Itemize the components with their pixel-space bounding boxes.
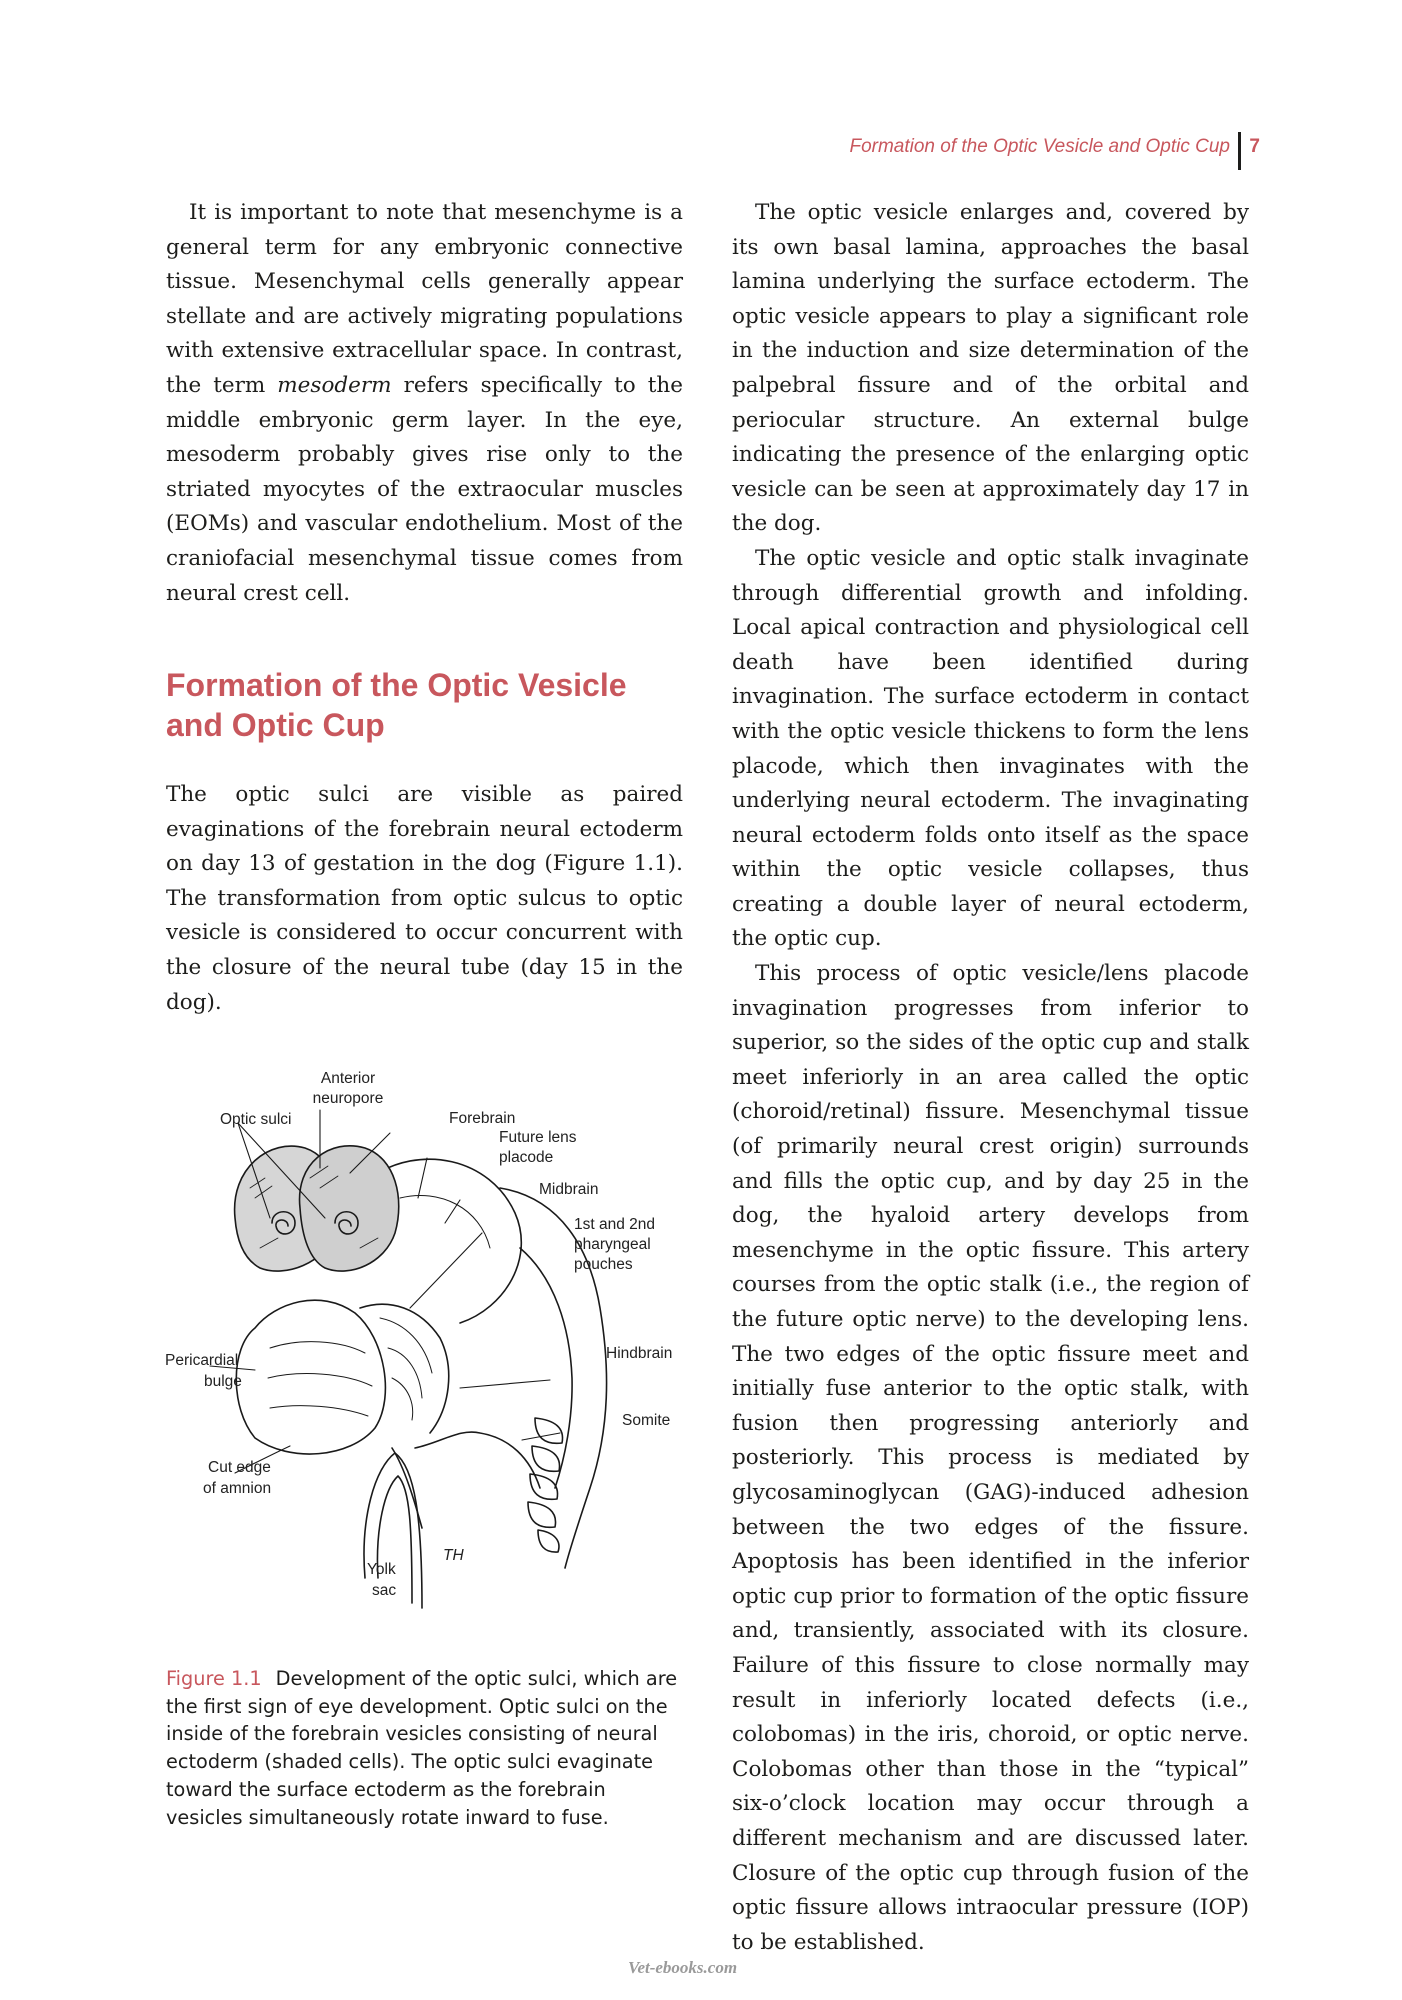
embryo-illustration [160,1048,700,1648]
intro-paragraph [166,196,683,611]
label-forebrain: Forebrain [449,1110,516,1127]
label-sac: sac [372,1582,397,1599]
section-paragraph-block [166,778,683,1020]
intro-paragraph-part-1: It is important to note that mesenchyme is a general term for any embryonic connective tissue. Mesenchymal cells generally appear stellate and are actively migrating populations with extensive extracellular space. In contrast, the term [166,200,683,398]
section-heading-line-1: Formation of the Optic Vesicle [166,667,627,703]
figure-1-1 [160,1048,700,1648]
watermark-text: Vet-ebooks.com [628,1958,738,1977]
label-midbrain: Midbrain [539,1181,599,1198]
caption-label: Figure 1.1 [166,1667,262,1690]
watermark [628,1958,778,1984]
label-pharyngeal-2: pharyngeal [574,1236,651,1253]
right-forebrain-vesicle [300,1146,399,1271]
artist-initials: TH [443,1547,464,1564]
right-column [732,196,1249,1960]
pharyngeal-region [360,1304,449,1433]
header-rule [1238,132,1241,170]
label-pharyngeal-1: 1st and 2nd [574,1216,656,1233]
running-title: Formation of the Optic Vesicle and Optic Cup [849,136,1230,157]
label-hindbrain: Hindbrain [606,1345,673,1362]
running-header [780,132,1260,168]
label-somite: Somite [622,1412,671,1429]
label-future-lens-1: Future lens [499,1129,577,1146]
right-paragraph-1: The optic vesicle enlarges and, covered by its own basal lamina, approaches the basal lamina underlying the surface ectoderm. The optic vesicle appears to play a significant role in the induction and size determination of the palpebral fissure and of the orbital and periocular structure. An external bulge indicating the presence of the enlarging optic vesicle can be seen at approximately day 17 in the dog. [732,200,1249,537]
somite-shape [535,1418,563,1443]
section-heading-line-2: and Optic Cup [166,707,385,743]
label-yolk: Yolk [367,1561,396,1578]
label-pericardial-1: Pericardial [165,1352,239,1369]
section-paragraph: The optic sulci are visible as paired evaginations of the forebrain neural ectoderm on day 13 of gestation in the dog (Figure 1.1). The transformation from optic sulcus to optic vesicle is considered to occur concurrent with the closure of the neural tube (day 15 in the dog). [166,782,683,1015]
label-anterior-1: Anterior [320,1070,376,1087]
label-anterior-2: neuropore [312,1090,384,1107]
trunk-outline [415,1432,540,1488]
caption-text: Development of the optic sulci, which are the first sign of eye development. Optic sulci on the inside of the forebrain vesicles consisting of neural ectoderm (shaded cells). The optic sulci evaginate toward the surface ectoderm as the forebrain vesicles simultaneously rotate inward to fuse. [166,1667,678,1829]
page-number: 7 [1249,136,1260,157]
intro-paragraph-part-2: refers specifically to the middle embryonic germ layer. In the eye, mesoderm probably gives rise only to the striated myocytes of the extraocular muscles (EOMs) and vascular endothelium. Most of the craniofacial mesenchymal tissue comes from neural crest cell. [166,372,683,606]
right-paragraph-2: The optic vesicle and optic stalk invaginate through differential growth and infolding. Local apical contraction and physiological cell death have been identified during invagination. The surface ectoderm in contact with the optic vesicle thickens to form the lens placode, which then invaginates with the underlying neural ectoderm. The invaginating neural ectoderm folds onto itself as the space within the optic vesicle collapses, thus creating a double layer of neural ectoderm, the optic cup. [732,545,1249,952]
label-cut-edge-2: of amnion [203,1480,272,1497]
pericardial-bulge-shape [236,1300,385,1454]
label-pericardial-2: bulge [204,1373,242,1390]
right-paragraph-3: This process of optic vesicle/lens placode invagination progresses from inferior to superior, so the sides of the optic cup and stalk meet inferiorly in an area called the optic (choroid/retinal) fissure. Mesenchymal tissue (of primarily neural crest origin) surrounds and fills the optic cup, and by day 25 in the dog, the hyaloid artery develops from mesenchyme in the optic fissure. This artery courses from the optic stalk (i.e., the region of the future optic nerve) to the developing lens. The two edges of the optic fissure meet and initially fuse anterior to the optic stalk, with fusion then progressing anteriorly and posteriorly. This process is mediated by glycosaminoglycan (GAG)-induced adhesion between the two edges of the fissure. Apoptosis has been identified in the inferior optic cup prior to formation of the optic fissure and, transiently, associated with its closure. Failure of this fissure to close normally may result in inferiorly located defects (i.e., colobomas) in the iris, choroid, or optic nerve. Colobomas other than those in the “typical” six-o’clock location may occur through a different mechanism and are discussed later. Closure of the optic cup through fusion of the optic fissure allows intraocular pressure (IOP) to be established. [732,961,1249,1955]
figure-caption [166,1665,686,1831]
section-heading [166,665,686,745]
label-pharyngeal-3: pouches [574,1256,633,1273]
label-future-lens-2: placode [499,1149,554,1166]
intro-paragraph-term: mesoderm [277,372,392,398]
label-optic-sulci: Optic sulci [220,1111,292,1128]
left-column-intro [166,196,683,611]
label-cut-edge-1: Cut edge [208,1459,271,1476]
